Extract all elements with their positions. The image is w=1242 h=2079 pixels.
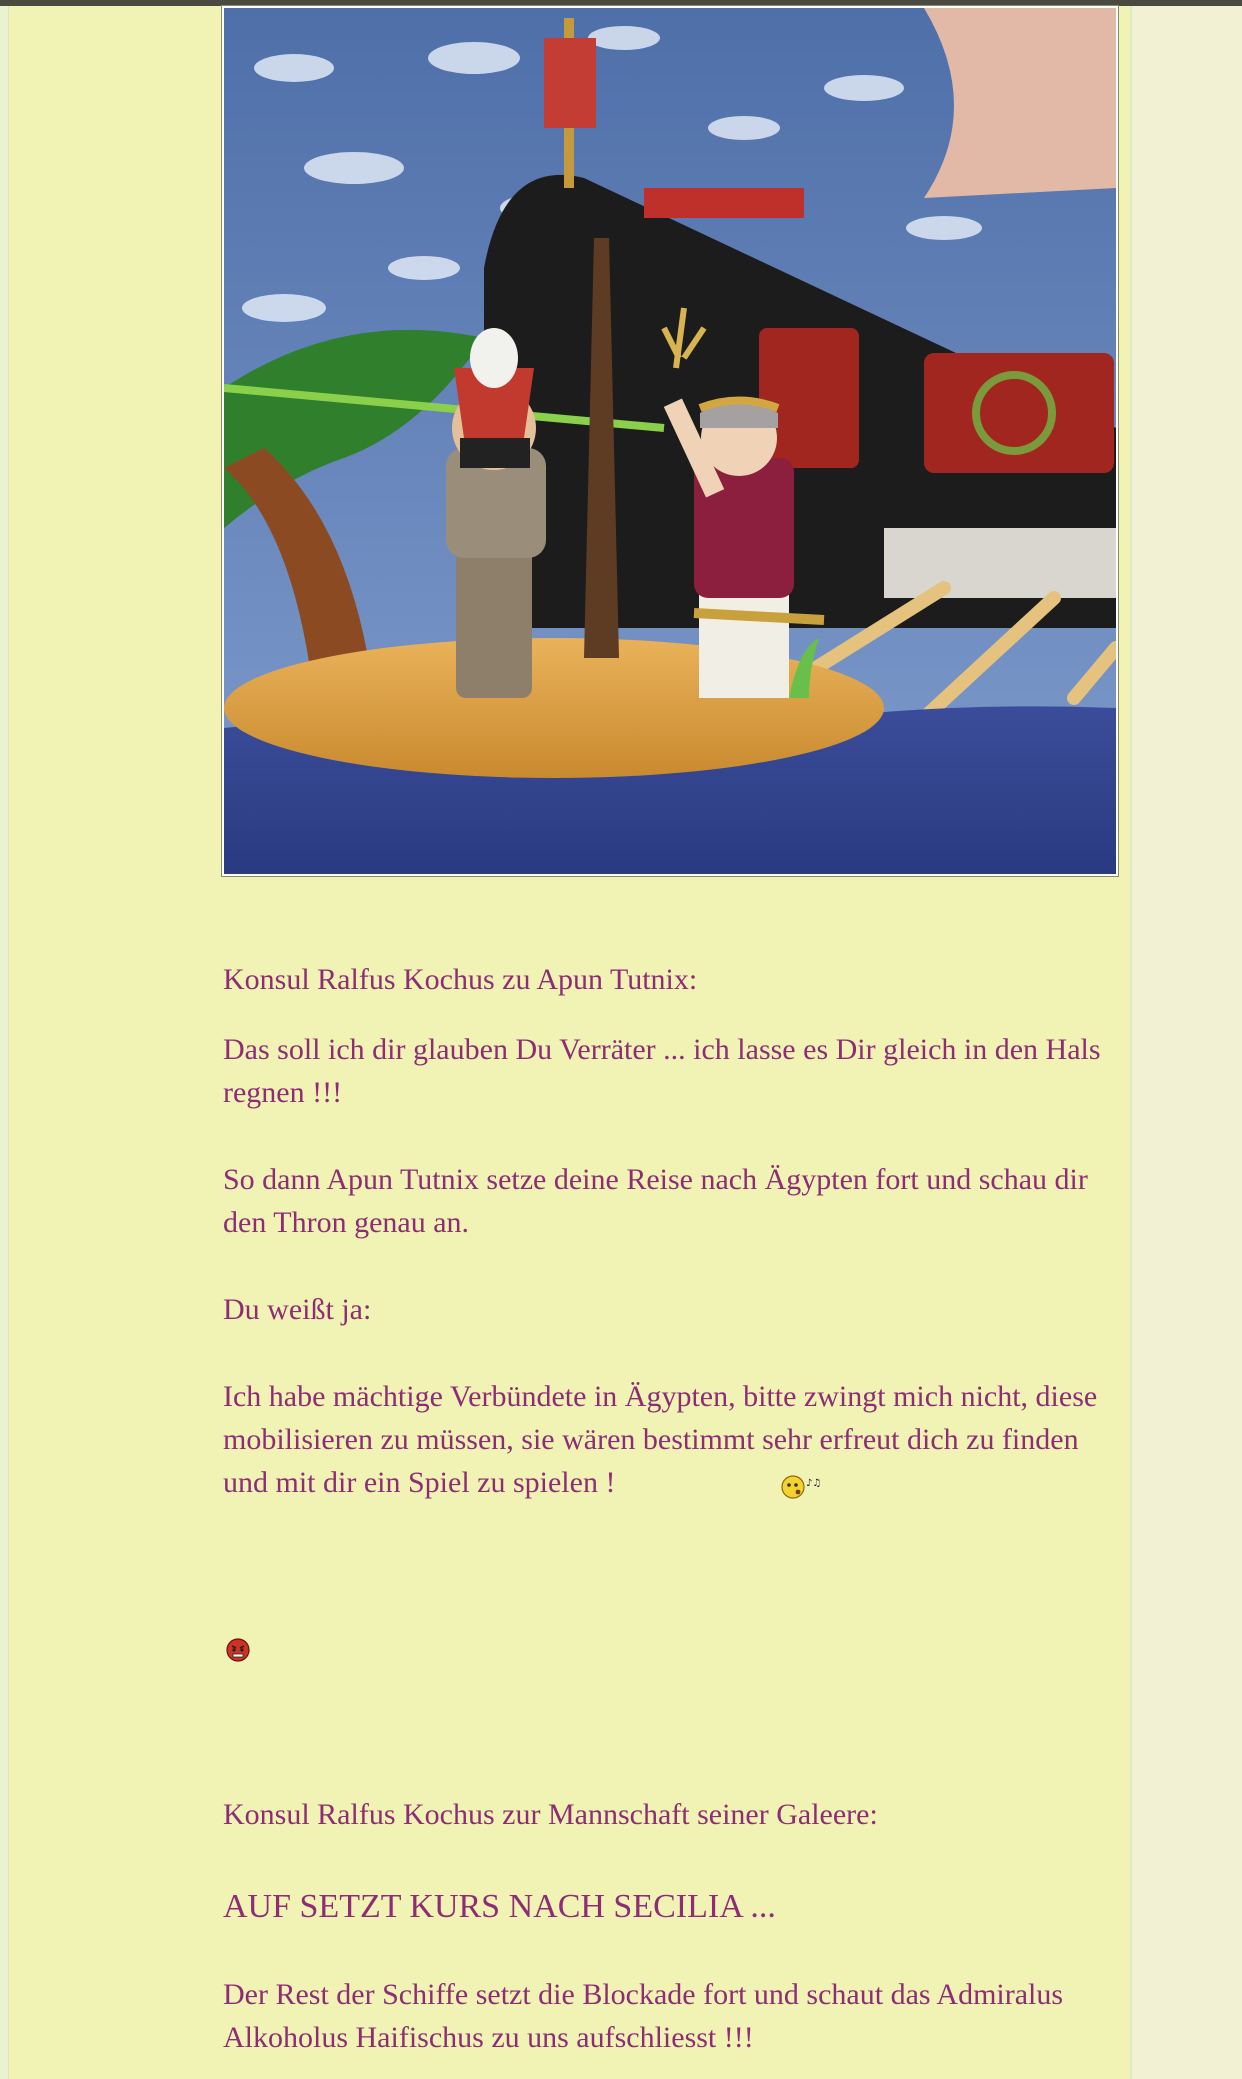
command-heading: AUF SETZT KURS NACH SECILIA ... <box>223 1888 776 1925</box>
paragraph-2: So dann Apun Tutnix setze deine Reise nach Ägypten fort und schau dir den Thron genau an. <box>223 1163 1088 1239</box>
paragraph-4: Ich habe mächtige Verbündete in Ägypten, bitte zwingt mich nicht, diese mobilisieren zu müssen, sie wären bestimmt sehr erfreut dich zu finden und mit dir ein Spiel zu spielen ! <box>223 1380 1098 1499</box>
right-background <box>1132 6 1242 2079</box>
speaker-line-1: Konsul Ralfus Kochus zu Apun Tutnix: <box>223 963 698 996</box>
speaker-line-2: Konsul Ralfus Kochus zur Mannschaft seiner Galeere: <box>223 1798 878 1831</box>
post-photo[interactable] <box>222 6 1118 876</box>
playmobil-scene-image <box>224 8 1116 874</box>
whistling-smiley-icon <box>779 1472 821 1500</box>
paragraph-5: Der Rest der Schiffe setzt die Blockade fort und schaut das Admiralus Alkoholus Haifischus zu uns aufschliesst !!! <box>223 1978 1064 2054</box>
svg-text:♪♫: ♪♫ <box>806 1478 821 1489</box>
paragraph-1: Das soll ich dir glauben Du Verräter ... ich lasse es Dir gleich in den Hals regnen !!! <box>223 1033 1101 1109</box>
left-edge <box>0 6 9 2079</box>
paragraph-3: Du weißt ja: <box>223 1293 372 1326</box>
angry-smiley-icon <box>225 1637 251 1663</box>
